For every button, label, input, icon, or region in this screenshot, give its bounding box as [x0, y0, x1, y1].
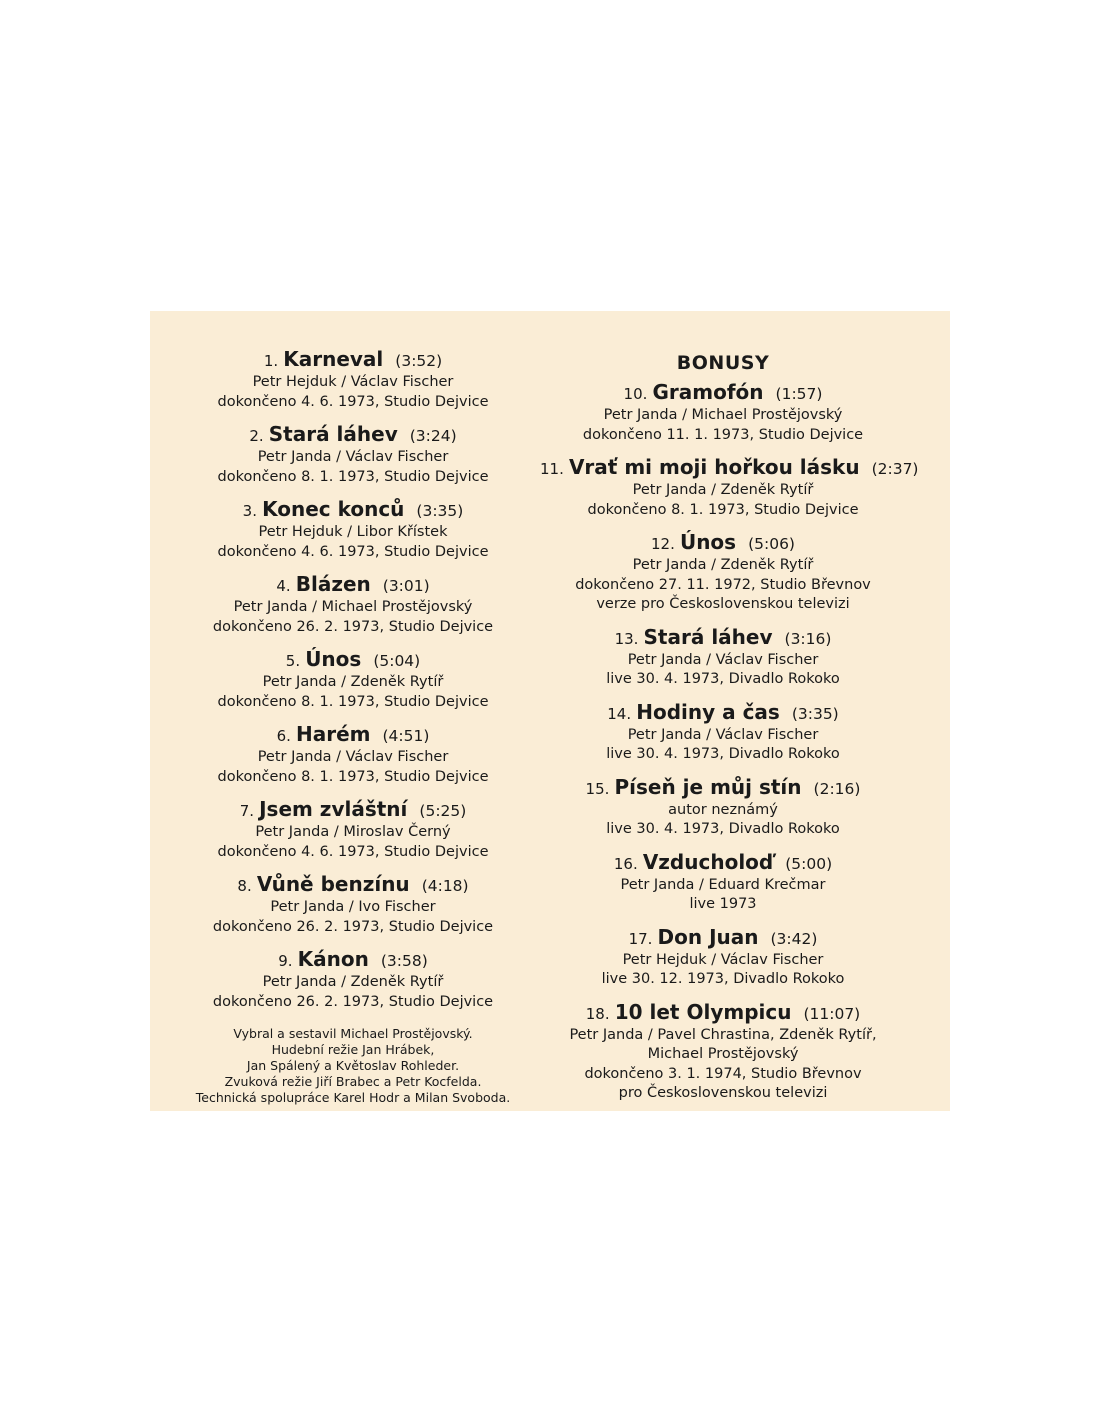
track-number: 15. — [585, 779, 610, 798]
track-entry — [540, 380, 906, 445]
track-info-line: dokončeno 27. 11. 1972, Studio Břevnov — [575, 576, 871, 593]
track-title: Blázen — [295, 572, 371, 596]
track-info-line: Petr Janda / Ivo Fischer — [270, 899, 436, 915]
track-number: 6. — [276, 727, 291, 745]
track-number: 11. — [540, 460, 564, 478]
track-title-line — [540, 380, 906, 406]
track-info-line: dokončeno 8. 1. 1973, Studio Dejvice — [217, 693, 489, 710]
track-info-line: Petr Janda / Václav Fischer — [257, 449, 449, 465]
track-duration: (1:57) — [775, 385, 823, 403]
track-duration: (3:35) — [791, 704, 839, 723]
track-duration: (5:00) — [785, 854, 833, 873]
track-title: Vrať mi moji hořkou lásku — [568, 455, 860, 479]
track-info-line: live 30. 4. 1973, Divadlo Rokoko — [606, 671, 840, 687]
track-entry — [188, 947, 518, 1012]
track-title-line — [188, 647, 518, 673]
tracklist-left — [188, 347, 518, 1106]
track-number: 3. — [242, 502, 257, 520]
track-number: 5. — [285, 652, 301, 670]
track-duration: (3:35) — [416, 502, 464, 520]
credit-line: Vybral a sestavil Michael Prostějovský. — [233, 1026, 473, 1041]
track-duration: (4:18) — [421, 877, 469, 895]
track-title: Píseň je můj stín — [614, 774, 802, 799]
track-entry — [188, 722, 518, 787]
track-title: Vůně benzínu — [256, 872, 410, 896]
track-title-line — [540, 1000, 906, 1026]
track-title: Konec konců — [262, 497, 405, 521]
track-title: Harém — [295, 722, 371, 746]
track-info-line: dokončeno 4. 6. 1973, Studio Dejvice — [217, 843, 489, 860]
track-info-line: Petr Janda / Zdeněk Rytíř — [262, 974, 444, 990]
track-duration: (3:16) — [784, 629, 832, 648]
track-duration: (3:58) — [380, 952, 428, 970]
track-info-line: autor neznámý — [668, 801, 778, 818]
track-title: Karneval — [283, 347, 384, 371]
track-number: 16. — [613, 854, 638, 873]
track-title: Hodiny a čas — [636, 699, 780, 724]
track-title: Gramofón — [652, 380, 764, 404]
track-title-line — [540, 700, 906, 726]
track-entry — [188, 647, 518, 712]
track-info-line: Petr Janda / Michael Prostějovský — [603, 407, 843, 423]
track-duration: (2:16) — [813, 779, 861, 798]
track-info-line: live 30. 12. 1973, Divadlo Rokoko — [601, 971, 845, 987]
track-duration: (3:01) — [382, 577, 430, 595]
track-info-line: Petr Hejduk / Václav Fischer — [252, 374, 454, 390]
track-number: 8. — [237, 877, 252, 895]
track-info-line: Petr Janda / Pavel Chrastina, Zdeněk Rytíř, — [569, 1026, 877, 1043]
track-title: Kánon — [297, 947, 369, 971]
track-number: 13. — [614, 629, 639, 648]
track-entry — [188, 797, 518, 862]
track-entry — [188, 422, 518, 487]
track-info-line: dokončeno 26. 2. 1973, Studio Dejvice — [212, 918, 494, 935]
bonus-heading: BONUSY — [676, 352, 770, 374]
track-info-line: Petr Janda / Václav Fischer — [627, 651, 819, 668]
bonus-tracks — [540, 380, 919, 1104]
credit-line: Zvuková režie Jiří Brabec a Petr Kocfelda. — [224, 1074, 482, 1089]
track-number: 10. — [623, 385, 648, 403]
track-duration: (5:04) — [373, 652, 421, 670]
track-info-line: dokončeno 8. 1. 1973, Studio Dejvice — [217, 768, 489, 785]
track-info-line: Petr Janda / Zdeněk Rytíř — [262, 674, 444, 690]
track-entry — [540, 700, 906, 765]
track-info-line: Petr Hejduk / Václav Fischer — [622, 951, 824, 968]
track-title-line — [540, 850, 906, 876]
production-credits — [188, 1026, 518, 1106]
track-title-line — [540, 925, 906, 951]
track-title: Stará láhev — [268, 422, 398, 446]
track-info-line: verze pro Československou televizi — [596, 596, 850, 612]
track-title: Jsem zvláštní — [259, 797, 408, 821]
track-entry — [188, 872, 518, 937]
track-title-line — [540, 455, 919, 481]
track-title-line — [188, 347, 518, 373]
track-info-line: Petr Janda / Michael Prostějovský — [233, 599, 473, 615]
track-title: Stará láhev — [643, 624, 773, 649]
track-entry — [188, 572, 518, 637]
track-info-line: pro Československou televizi — [618, 1085, 828, 1101]
track-info-line: dokončeno 26. 2. 1973, Studio Dejvice — [212, 618, 494, 635]
track-info-line: live 1973 — [689, 896, 757, 912]
track-title-line — [188, 947, 518, 973]
track-entry — [540, 925, 906, 990]
track-info-line: dokončeno 8. 1. 1973, Studio Dejvice — [217, 468, 489, 485]
track-info-line: Petr Janda / Václav Fischer — [627, 726, 819, 743]
track-title-line — [188, 722, 518, 748]
track-info-line: Petr Janda / Miroslav Černý — [255, 824, 451, 840]
track-info-line: dokončeno 26. 2. 1973, Studio Dejvice — [212, 993, 494, 1010]
track-number: 17. — [628, 929, 653, 948]
track-info-line: dokončeno 3. 1. 1974, Studio Břevnov — [584, 1065, 862, 1082]
track-title-line — [540, 625, 906, 651]
track-title: 10 let Olympicu — [614, 999, 792, 1024]
track-duration: (4:51) — [382, 727, 430, 745]
track-title-line — [188, 497, 518, 523]
track-info-line: Petr Janda / Eduard Krečmar — [620, 876, 826, 893]
track-info-line: Petr Janda / Zdeněk Rytíř — [632, 482, 814, 498]
track-number: 1. — [263, 352, 279, 370]
track-duration: (5:25) — [419, 802, 467, 820]
track-title: Únos — [679, 530, 737, 554]
track-duration: (11:07) — [803, 1004, 861, 1023]
track-info-line: dokončeno 8. 1. 1973, Studio Dejvice — [587, 501, 859, 518]
track-duration: (5:06) — [748, 535, 795, 553]
track-info-line: live 30. 4. 1973, Divadlo Rokoko — [606, 746, 840, 762]
track-title-line — [540, 775, 906, 801]
track-title: Únos — [305, 647, 362, 671]
track-title: Don Juan — [657, 924, 759, 949]
credit-line: Jan Spálený a Květoslav Rohleder. — [246, 1058, 460, 1073]
track-info-line: dokončeno 11. 1. 1973, Studio Dejvice — [582, 426, 864, 443]
track-info-line: dokončeno 4. 6. 1973, Studio Dejvice — [217, 393, 489, 410]
track-duration: (3:42) — [770, 929, 818, 948]
track-number: 9. — [278, 952, 293, 970]
track-info-line: live 30. 4. 1973, Divadlo Rokoko — [606, 821, 840, 837]
track-entry — [540, 455, 919, 520]
track-number: 14. — [607, 704, 632, 723]
track-entry — [540, 530, 906, 615]
track-info-line: Petr Janda / Václav Fischer — [257, 749, 449, 765]
track-info-line: Michael Prostějovský — [647, 1046, 799, 1062]
track-title-line — [540, 530, 906, 556]
track-entry — [540, 775, 906, 840]
track-duration: (2:37) — [871, 460, 919, 478]
track-number: 18. — [585, 1004, 610, 1023]
track-number: 2. — [249, 427, 264, 445]
track-info-line: dokončeno 4. 6. 1973, Studio Dejvice — [217, 543, 489, 560]
track-entry — [540, 850, 906, 915]
track-title: Vzducholoď — [642, 849, 774, 874]
track-entry — [540, 625, 906, 690]
track-title-line — [188, 797, 518, 823]
booklet-page — [150, 311, 950, 1111]
credit-line: Hudební režie Jan Hrábek, — [271, 1042, 435, 1057]
credit-line: Technická spolupráce Karel Hodr a Milan Svoboda. — [195, 1090, 511, 1105]
track-number: 7. — [239, 802, 254, 820]
track-duration: (3:24) — [409, 427, 457, 445]
track-number: 12. — [651, 535, 675, 553]
track-info-line: Petr Janda / Zdeněk Rytíř — [632, 557, 814, 573]
tracklist-right — [540, 347, 919, 1114]
track-info-line: Petr Hejduk / Libor Křístek — [258, 524, 448, 540]
track-entry — [188, 347, 518, 412]
track-title-line — [188, 872, 518, 898]
track-entry — [188, 497, 518, 562]
track-entry — [540, 1000, 906, 1104]
track-duration: (3:52) — [395, 352, 443, 370]
track-number: 4. — [276, 577, 291, 595]
track-title-line — [188, 572, 518, 598]
track-title-line — [188, 422, 518, 448]
